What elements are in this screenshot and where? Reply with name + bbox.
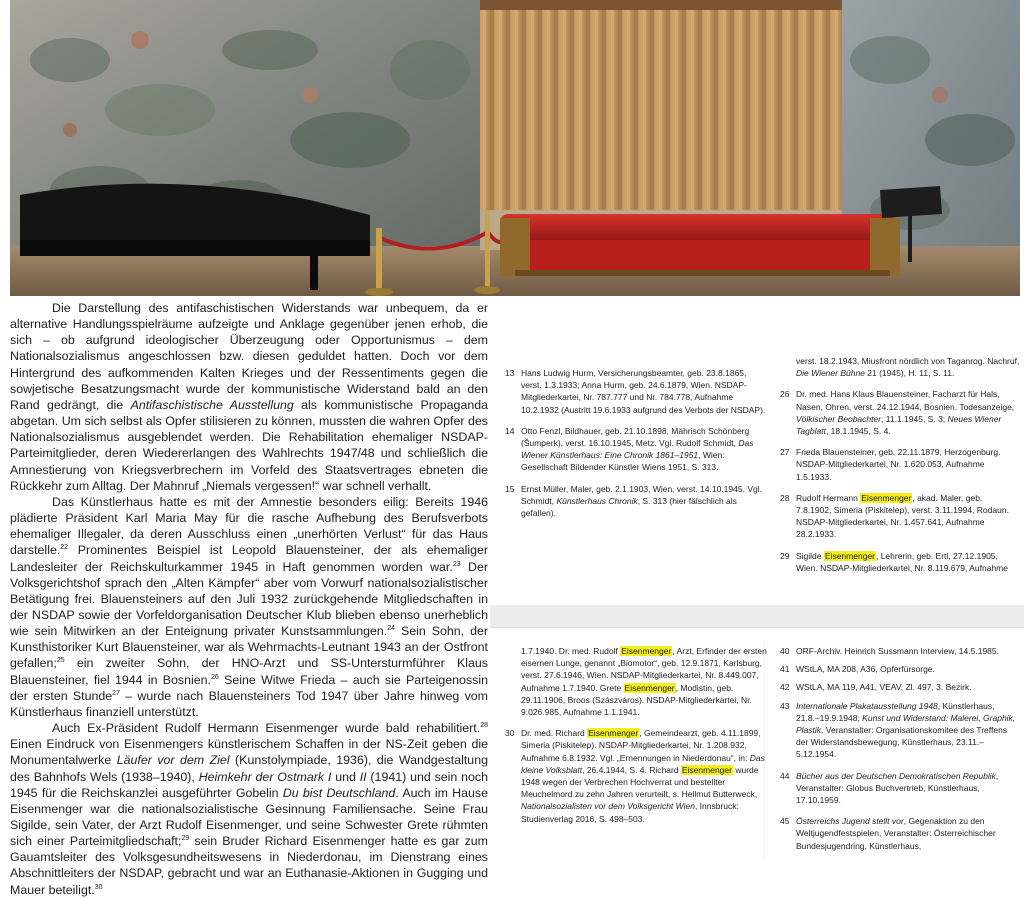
footnote-40: 40 ORF-Archiv. Heinrich Sussmann Interview, 14.5.1985. [780,646,999,656]
footnote-26: 26 Dr. med. Hans Klaus Blauensteiner, Facharzt für Hals, Nasen, Ohren, verst. 24.12.1944, Bosnien. Todesanzeige, Völkischer Beobachter, 11.1.1945, S. 3; Neues Wiener Tagblatt, 18.1.1945, S. 4. [780,389,1015,437]
footnote-14: 14 Otto Fenzl, Bildhauer, geb. 21.10.1898, Mährisch Schönberg (Šumperk), verst. 16.10.1945, Metz. Vgl. Rudolf Schmidt, Das Wiener Künstlerhaus: Eine Chronik 1861–1951, Wien: Gesellschaft Bildender Künstler Wiens 1951, S. 313. [505,425,754,473]
footnote-29: 29 Sigilde Eisenmenger, Lehrerin, geb. Ertl, 27.12.1905, Wien. NSDAP-Mitgliederkartei, Nr. 8.119.679, Aufnahme [780,550,1008,573]
footnote-ref: 25 [56,657,65,665]
footnote-27: 27 Frieda Blauensteiner, geb. 22.11.1879, Herzogenburg. NSDAP-Mitgliederkartei, Nr. 1.620.053, Aufnahme 1.5.1933. [780,447,1001,482]
paragraph-2: Das Künstlerhaus hatte es mit der Amnestie besonders eilig: Bereits 1946 plädierte Präsident Karl Maria May für die rasche Aufhebung des Berufsverbots ehemaliger Illegaler, da deren Ausschluss einen „unerhörten Verlust“ für das Haus darstelle.$^{22}$ Prominentes Beispiel ist Leopold Blauensteiner, der als ehemaliger Landesleiter der Reichskulturkammer 1945 in Haft genommen worden war.$^{23}$ Der Volksgerichtshof sprach den „Alten Kämpfer“ aber vom Vorwurf nationalsozialistischer Betätigung frei. Blauensteiners auf den Juli 1932 zurückgehende Mitgliedschaften in der NSDAP sowie der Vorfeldorganisation Deutscher Klub blieben ebenso unerheblich wie sein Mitwirken an der Enteignung privater Kunstsammlungen.$^{24}$ Sein Sohn, der Kunsthistoriker Kurt Blauensteiner, war als Wehrmachts-Leutnant 1943 an der Ostfront gefallen;$^{25}$ ein zweiter Sohn, der HNO-Arzt und SS-Untersturmführer Klaus Blauensteiner, fiel 1944 in Bosnien.$^{26}$ Seine Witwe Frieda – auch sie Parteigenossin der ersten Stunde$^{27}$ – wurde nach Blauensteiners Tod 1947 über Jahre hinweg vom Künstlerhaus finanziell unterstützt. [10,494,488,719]
footnote-15: 15 Ernst Müller, Maler, geb. 2.1.1903, Wien, verst. 14.10.1945. Vgl. Schmidt, Künstlerhaus Chronik, S. 313 (hier fälschlich als gefallen). [505,483,762,519]
footnote-29-continued: 1.7.1940. Dr. med. Rudolf Eisenmenger, Arzt, Erfinder der ersten eisernen Lunge, genannt „Biomotor“, geb. 12.9.1871, Karlsburg, verst. 27.6.1946, Wien. NSDAP-Mitgliederkartei, Nr. 8.449.007, Aufnahme 1.7.1940. Grete Eisenmenger, Modistin, geb. 29.11.1906, Broos (Szászváros). NSDAP-Mitgliederkartei, Nr. 9.026.985, Aufnahme 1.1.1941. [521,646,767,718]
red-sofa [500,214,900,276]
footnote-41: 41 WStLA, MA 208, A36, Opferfürsorge. [780,664,935,675]
footnote-ref: 27 [112,689,120,697]
search-highlight: Eisenmenger [588,728,639,739]
search-highlight: Eisenmenger [624,682,675,693]
search-highlight: Eisenmenger [681,764,732,775]
footnote-43: 43 Internationale Plakatausstellung 1948, Künstlerhaus, 21.8.–19.9.1948; Kunst und Widerstand: Malerei, Graphik, Plastik, Veranstalter: Organisationskomitee des Treffens der Widerstandsbewegung, Künstlerhaus, 23.11.–5.12.1954. [780,700,1016,760]
footnote-28: 28 Rudolf Hermann Eisenmenger, akad. Maler, geb. 7.8.1902, Simeria (Piskitelep), verst. 3.11.1994, Rodaun. NSDAP-Mitgliederkartei, Nr. 1.457.641, Aufnahme 28.2.1933. [780,492,1009,540]
paragraph-3: Auch Ex-Präsident Rudolf Hermann Eisenmenger wurde bald rehabilitiert.$^{28}$ Einen Eindruck von Eisenmengers künstlerischem Schaffen in der NS-Zeit geben die Monumentalwerke Läufer vor dem Ziel (Kunstolympiade, 1936), die Wandgestaltung des Bahnhofs Wels (1938–1940), Heimkehr der Ostmark I und II (1941) und sein noch 1945 für die Reichskanzlei ausgeführter Gobelin Du bist Deutschland. Auch im Hause Eisenmenger war die nationalsozialistische Gesinnung Familiensache. Seine Frau Sigilde, sein Vater, der Arzt Rudolf Eisenmenger, und seine Schwester Grete rühmten sich einer Parteimitgliedschaft;$^{29}$ sein Bruder Richard Eisenmenger hatte es gar zum Gauamtsleiter des Volksgesundheitswesens in Niederdonau, im Dienstrang eines Abschnittleiters der NSDAP, gebracht und war an Euthanasie-Aktionen in Gugging und Mauer beteiligt.$^{30}$ [10,721,489,897]
main-body-text [10,298,489,897]
footnote-45: 45 Österreichs Jugend stellt vor, Gegenaktion zu den Weltjugendfestspielen, Veranstalter: Österreichischer Bundesjugendring, Künstlerhaus, [780,816,996,851]
stage-curtain [480,0,842,215]
exhibition-room-photo [10,0,1020,296]
footnote-ref: 22 [60,544,69,552]
footnote-ref: 28 [480,721,488,729]
footnote-42: 42 WStLA, MA 119, A41, VEAV, Zl. 497, 3. Bezirk. [780,682,972,693]
footnotes-bottom-right [780,645,1020,860]
search-highlight: Eisenmenger [824,550,875,561]
footnote-ref: 29 [181,835,190,843]
footnotes-top-left [505,367,767,537]
page-edge [490,627,1024,628]
paragraph-1: Die Darstellung des antifaschistischen Widerstands war unbequem, da er alternative Handlungsspielräume aufzeigte und Anklage gegenüber jenen erhob, die sich – ob aufgrund ideologischer Überzeugung oder Opportunismus – dem Nationalsozialismus angeschlossen bzw. diesen geduldet hatten. Doch vor dem Hintergrund des aufkommenden Kalten Krieges und der Ressentiments gegen die sowjetische Besatzungsmacht wurde der kommunistische Widerstand bald an den Rand gedrängt, die Antifaschistische Ausstellung als kommunistische Propaganda abgetan. Um sich selbst als Opfer stilisieren zu können, mussten die wahren Opfer des Nationalsozialismus ausgeblendet werden. Die Rehabilitation ehemaliger NSDAP-Parteimitglieder, deren Wiedererlangen des Wahlrechts 1947/48 und schließlich die Amnestierung von Kriegsverbrechern im Vorfeld des Staatsvertrages ebneten die Rückkehr zum Alltag. Der Mahnruf „Niemals vergessen!“ war schnell verhallt. [10,301,489,493]
footnote-ref: 23 [452,560,461,568]
footnote-ref: 24 [387,625,395,632]
page-gap [490,605,1024,627]
search-highlight: Eisenmenger [621,646,672,656]
search-highlight: Eisenmenger [861,492,912,503]
footnote-30: 30 Dr. med. Richard Eisenmenger, Gemeindearzt, geb. 4.11.1899, Simeria (Piskitelep). NSDAP-Mitgliederkartei, Nr. 1.208.932, Aufnahme 6.8.1932. Vgl. „Ernennungen in Niederdonau“, in: Das kleine Volksblatt, 26.4.1944, S. 4. Richard Eisenmenger wurde 1948 wegen der Verbrechen Hochverrat und bestellter Meuchelmord zu zehn Jahren verurteilt, s. Hellmut Butterweck, Nationalsozialisten vor dem Volksgericht Wien, Innsbruck: Studienverlag 2016, S. 498–503. [505,728,765,824]
footnote-13: 13 Hans Ludwig Hurm, Versicherungsbeamter, geb. 23.8.1865, verst. 1.3.1933; Anna Hurm, geb. 24.6.1879, Wien. NSDAP-Mitgliederkartei, Nr. 787.777 und Nr. 784.778, Aufnahme 10.2.1932 (Austritt 19.6.1933 aufgrund des Verbots der NSDAP). [505,368,766,415]
footnote-25-continued: verst. 18.2.1943, Miusfront nördlich von Taganrog. Nachruf, Die Wiener Bühne 21 (1945), H. 11, S. 11. [796,356,1020,379]
footnotes-bottom-left [505,645,767,860]
footnotes-top-right [780,355,1020,605]
footnote-ref: 26 [211,673,219,681]
room-illustration [10,0,1020,296]
footnote-ref: 30 [94,883,103,891]
footnote-44: 44 Bücher aus der Deutschen Demokratischen Republik, Veranstalter: Globus Buchvertrieb, Künstlerhaus, 17.10.1959. [780,770,999,806]
